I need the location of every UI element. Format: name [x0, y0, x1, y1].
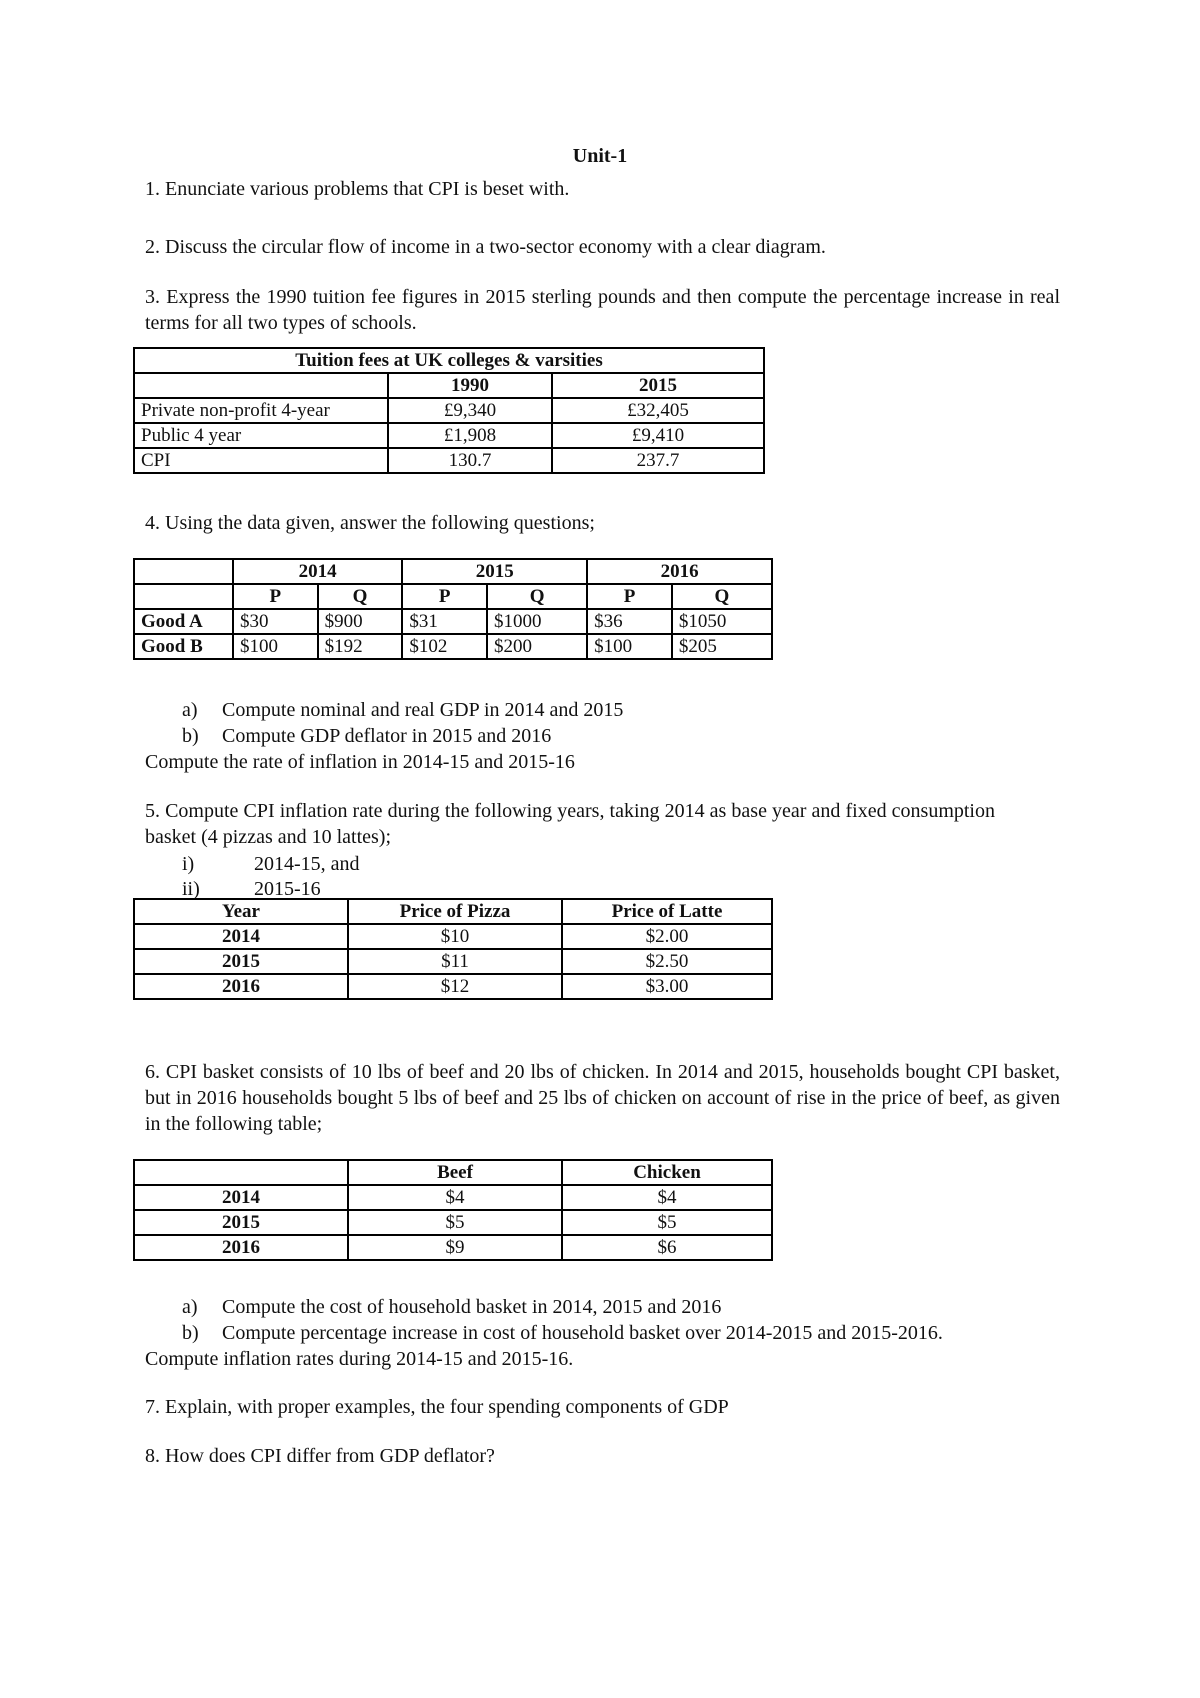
table-cell: $102 — [402, 634, 487, 659]
table-cell: $1000 — [487, 609, 587, 634]
question-4-extra: Compute the rate of inflation in 2014-15 and 2015-16 — [145, 751, 575, 773]
table-cell: $900 — [318, 609, 403, 634]
column-header: 1990 — [388, 373, 552, 398]
table-row — [134, 1210, 772, 1235]
table-cell: £32,405 — [552, 398, 764, 423]
table-row — [134, 1185, 772, 1210]
row-label: Private non-profit 4-year — [134, 398, 388, 423]
table-row — [134, 398, 764, 423]
table-cell: $2.50 — [562, 949, 772, 974]
column-header: P — [402, 584, 487, 609]
column-header: Beef — [348, 1160, 562, 1185]
row-label: 2015 — [134, 949, 348, 974]
table-cell: $2.00 — [562, 924, 772, 949]
list-marker: a) — [182, 1296, 198, 1318]
year-header: 2016 — [587, 559, 772, 584]
table-cell: $1050 — [672, 609, 772, 634]
question-3: 3. Express the 1990 tuition fee figures in 2015 sterling pounds and then compute the percentage increase in real terms for all two types of schools. — [145, 286, 1060, 334]
table-cell: £9,410 — [552, 423, 764, 448]
column-header: Year — [134, 899, 348, 924]
question-4: 4. Using the data given, answer the following questions; — [145, 512, 595, 534]
table-cell: $31 — [402, 609, 487, 634]
table-row — [134, 949, 772, 974]
column-header: P — [587, 584, 672, 609]
question-7: 7. Explain, with proper examples, the four spending components of GDP — [145, 1396, 729, 1418]
table-cell: $100 — [233, 634, 318, 659]
question-2: 2. Discuss the circular flow of income in a two-sector economy with a clear diagram. — [145, 236, 826, 258]
question-5: 5. Compute CPI inflation rate during the following years, taking 2014 as base year and fixed consumption basket (4 pizzas and 10 lattes); — [145, 800, 995, 848]
pizza-latte-price-table — [133, 898, 773, 1000]
table-cell: £9,340 — [388, 398, 552, 423]
table-cell: $205 — [672, 634, 772, 659]
list-item — [182, 851, 360, 877]
list-marker: ii) — [182, 878, 200, 900]
row-label: 2016 — [134, 974, 348, 999]
table-cell: $200 — [487, 634, 587, 659]
row-label: CPI — [134, 448, 388, 473]
question-6: 6. CPI basket consists of 10 lbs of beef and 20 lbs of chicken. In 2014 and 2015, households bought CPI basket, but in 2016 households bought 5 lbs of beef and 25 lbs of chicken on account of rise in the price of beef, as given in the following table; — [145, 1061, 1060, 1135]
table-cell: 237.7 — [552, 448, 764, 473]
table-row — [134, 609, 772, 634]
list-text: Compute nominal and real GDP in 2014 and 2015 — [222, 699, 624, 721]
row-label: 2014 — [134, 924, 348, 949]
table-row — [134, 974, 772, 999]
list-item — [182, 723, 551, 749]
table-cell: $11 — [348, 949, 562, 974]
column-header: Chicken — [562, 1160, 772, 1185]
list-marker: b) — [182, 1322, 199, 1344]
question-1: 1. Enunciate various problems that CPI is beset with. — [145, 178, 570, 200]
question-6-extra: Compute inflation rates during 2014-15 and 2015-16. — [145, 1348, 574, 1370]
list-text: Compute GDP deflator in 2015 and 2016 — [222, 725, 552, 747]
list-item — [182, 697, 623, 723]
table-cell: $36 — [587, 609, 672, 634]
row-label: Good A — [134, 609, 233, 634]
table-cell: $4 — [348, 1185, 562, 1210]
table-cell: $3.00 — [562, 974, 772, 999]
table-cell: 130.7 — [388, 448, 552, 473]
page-title: Unit-1 — [572, 145, 628, 167]
table-row — [134, 423, 764, 448]
list-text: Compute the cost of household basket in 2014, 2015 and 2016 — [222, 1296, 722, 1318]
list-marker: b) — [182, 725, 199, 747]
column-header: Q — [487, 584, 587, 609]
list-text: 2014-15, and — [254, 853, 360, 875]
column-header: Q — [318, 584, 403, 609]
year-header: 2014 — [233, 559, 402, 584]
list-text: Compute percentage increase in cost of household basket over 2014-2015 and 2015-2016. — [222, 1322, 943, 1344]
table-row — [134, 1235, 772, 1260]
row-label: 2014 — [134, 1185, 348, 1210]
table-row — [134, 448, 764, 473]
table-cell: $30 — [233, 609, 318, 634]
table-cell: $9 — [348, 1235, 562, 1260]
table-row — [134, 924, 772, 949]
beef-chicken-price-table — [133, 1159, 773, 1261]
table-cell: £1,908 — [388, 423, 552, 448]
table-cell: $100 — [587, 634, 672, 659]
tuition-fees-table — [133, 347, 765, 474]
list-marker: i) — [182, 853, 195, 875]
column-header: Q — [672, 584, 772, 609]
table-cell: $10 — [348, 924, 562, 949]
row-label: 2016 — [134, 1235, 348, 1260]
column-header: P — [233, 584, 318, 609]
table-caption: Tuition fees at UK colleges & varsities — [134, 348, 764, 373]
table-cell: $4 — [562, 1185, 772, 1210]
table-cell: $5 — [562, 1210, 772, 1235]
table-cell: $5 — [348, 1210, 562, 1235]
row-label: Public 4 year — [134, 423, 388, 448]
question-8: 8. How does CPI differ from GDP deflator? — [145, 1445, 495, 1467]
list-item — [182, 1294, 721, 1320]
goods-price-quantity-table — [133, 558, 773, 660]
list-text: 2015-16 — [254, 878, 321, 900]
year-header: 2015 — [402, 559, 587, 584]
column-header: Price of Pizza — [348, 899, 562, 924]
table-cell: $12 — [348, 974, 562, 999]
row-label: 2015 — [134, 1210, 348, 1235]
table-cell: $6 — [562, 1235, 772, 1260]
row-label: Good B — [134, 634, 233, 659]
list-item — [182, 1320, 943, 1346]
table-row — [134, 634, 772, 659]
list-marker: a) — [182, 699, 198, 721]
column-header: Price of Latte — [562, 899, 772, 924]
table-cell: $192 — [318, 634, 403, 659]
column-header: 2015 — [552, 373, 764, 398]
